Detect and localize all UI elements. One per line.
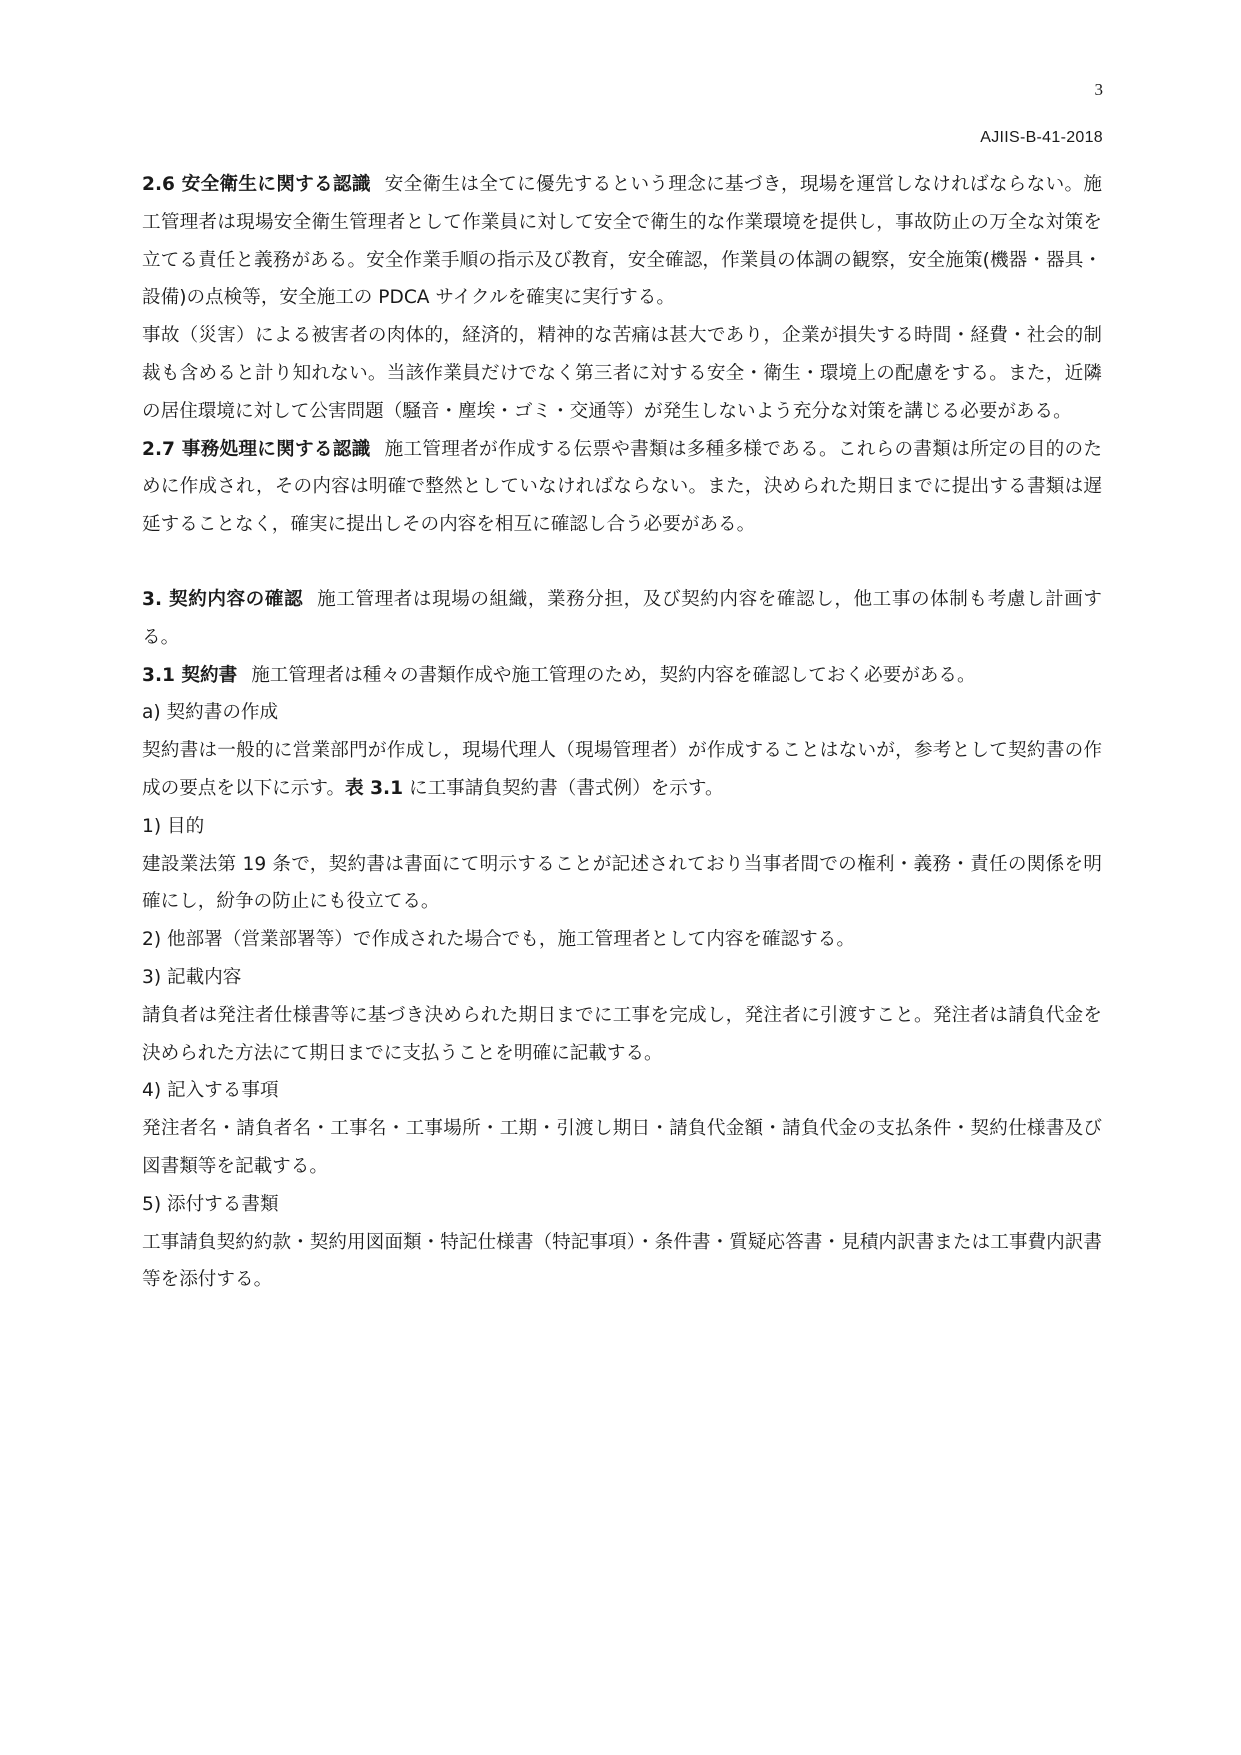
document-body [142, 166, 1102, 1299]
item-2-title: 2) 他部署（営業部署等）で作成された場合でも，施工管理者として内容を確認する。 [142, 929, 855, 951]
subsection-a-text-part-1: 契約書は一般的に営業部門が作成し，現場代理人（現場管理者）が作成することはないが，参考として契約書の作成の要点を以下に示す。 [142, 740, 1102, 799]
section-3-1-heading: 3.1 契約書 [142, 664, 238, 686]
section-2-7-text: 施工管理者が作成する伝票や書類は多種多様である。これらの書類は所定の目的のために作成され，その内容は明確で整然としていなければならない。また，決められた期日までに提出する書類は遅延することなく，確実に提出しその内容を相互に確認し合う必要がある。 [142, 438, 1102, 536]
document-code: AJIIS-B-41-2018 [980, 129, 1103, 146]
table-reference: 表 3.1 [345, 777, 404, 799]
item-5-text: 工事請負契約約款・契約用図面類・特記仕様書（特記事項）・条件書・質疑応答書・見積内訳書または工事費内訳書等を添付する。 [142, 1231, 1102, 1291]
section-spacer [142, 544, 1102, 581]
item-4-text: 発注者名・請負者名・工事名・工事場所・工期・引渡し期日・請負代金額・請負代金の支払条件・契約仕様書及び図書類等を記載する。 [142, 1118, 1102, 1177]
subsection-a-text [142, 732, 1102, 808]
section-2-6-heading: 2.6 安全衛生に関する認識 [142, 174, 371, 195]
section-3-paragraph [142, 581, 1102, 657]
section-3-1-text: 施工管理者は種々の書類作成や施工管理のため，契約内容を確認しておく必要がある。 [251, 664, 976, 686]
section-2-6-text: 安全衛生は全てに優先するという理念に基づき，現場を運営しなければならない。施工管理者は現場安全衛生管理者として作業員に対して安全で衛生的な作業環境を提供し，事故防止の万全な対策を立てる責任と義務がある。安全作業手順の指示及び教育，安全確認，作業員の体調の観察，安全施策(機器・器具・設備)の点検等，安全施工の PDCA サイクルを確実に実行する。 [142, 174, 1102, 309]
subsection-a-title: a) 契約書の作成 [142, 702, 279, 724]
section-3-1-paragraph [142, 657, 1102, 695]
section-2-6-paragraph-2: 事故（災害）による被害者の肉体的，経済的，精神的な苦痛は甚大であり，企業が損失する時間・経費・社会的制裁も含めると計り知れない。当該作業員だけでなく第三者に対する安全・衛生・環境上の配慮をする。また，近隣の居住環境に対して公害問題（騒音・塵埃・ゴミ・交通等）が発生しないよう充分な対策を講じる必要がある。 [142, 325, 1102, 422]
page-number: 3 [1094, 80, 1103, 99]
item-3-title: 3) 記載内容 [142, 966, 242, 988]
item-1-title: 1) 目的 [142, 815, 205, 837]
section-2-6-paragraph [142, 166, 1102, 317]
section-2-7-paragraph [142, 431, 1102, 544]
subsection-a-text-part-2: に工事請負契約書（書式例）を示す。 [403, 777, 724, 799]
section-2-7-heading: 2.7 事務処理に関する認識 [142, 438, 371, 460]
section-3-text: 施工管理者は現場の組織，業務分担，及び契約内容を確認し，他工事の体制も考慮し計画する。 [142, 588, 1102, 648]
item-5-title: 5) 添付する書類 [142, 1193, 279, 1215]
item-1-text: 建設業法第 19 条で，契約書は書面にて明示することが記述されており当事者間での権利・義務・責任の関係を明確にし，紛争の防止にも役立てる。 [142, 853, 1102, 913]
section-3-heading: 3. 契約内容の確認 [142, 588, 304, 610]
item-4-title: 4) 記入する事項 [142, 1080, 279, 1102]
item-3-text: 請負者は発注者仕様書等に基づき決められた期日までに工事を完成し，発注者に引渡すこと。発注者は請負代金を決められた方法にて期日までに支払うことを明確に記載する。 [142, 1004, 1102, 1064]
